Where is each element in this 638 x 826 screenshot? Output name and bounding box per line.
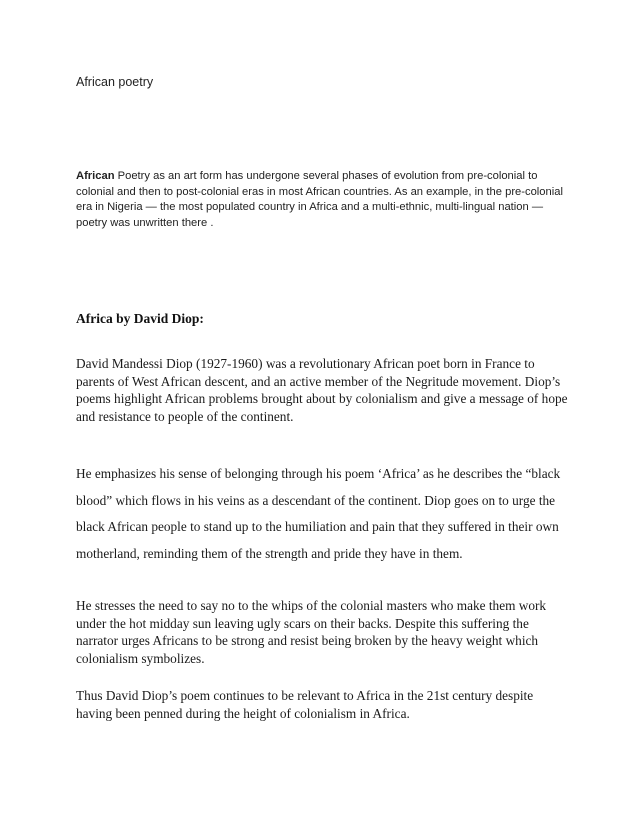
paragraph-relevance: Thus David Diop’s poem continues to be relevant to Africa in the 21st century despite having been penned during the height of colonialism in Africa.	[76, 688, 534, 721]
document-title: African poetry	[76, 75, 154, 89]
paragraph-belonging: He emphasizes his sense of belonging through his poem ‘Africa’ as he describes the “black blood” which flows in his veins as a descendant of the continent. Diop goes on to urge the black African people to stand up to the humiliation and pain that they suffered in their own motherland, reminding them of the strength and pride they have in them.	[76, 466, 561, 561]
intro-paragraph	[76, 169, 568, 231]
intro-text: Poetry as an art form has undergone several phases of evolution from pre-colonial to colonial and then to post-colonial eras in most African countries. As an example, in the pre-colonial era in Nigeria — the most populated country in Africa and a multi-ethnic, multi-lingual nation — poetry was unwritten there .	[76, 170, 563, 229]
intro-lead-word: African	[76, 170, 115, 182]
paragraph-colonial-masters: He stresses the need to say no to the whips of the colonial masters who make them work under the hot midday sun leaving ugly scars on their backs. Despite this suffering the narrator urges Africans to be strong and resist being broken by the heavy weight which colonialism symbolizes.	[76, 598, 547, 666]
paragraph-biography: David Mandessi Diop (1927-1960) was a revolutionary African poet born in France to parents of West African descent, and an active member of the Negritude movement. Diop’s poems highlight African problems brought about by colonialism and give a message of hope and resistance to people of the continent.	[76, 356, 568, 424]
section-heading: Africa by David Diop:	[76, 311, 204, 326]
